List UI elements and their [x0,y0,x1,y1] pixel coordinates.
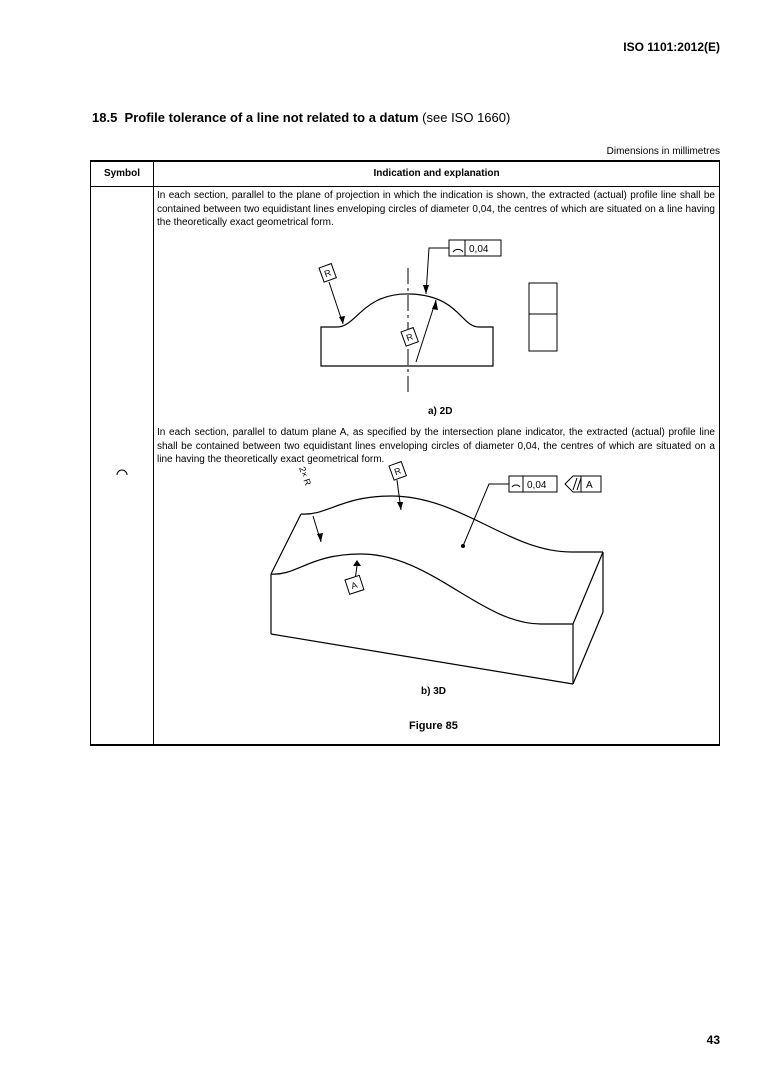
tolerance-value-3d: 0,04 [527,480,547,491]
radius-label-3d: R [392,465,403,478]
feature-control-leader-2d [426,248,449,294]
radius-label-2d-b: R [404,331,415,344]
column-header-symbol: Symbol [103,168,141,179]
units-note: Dimensions in millimetres [606,146,720,157]
tolerance-table [90,160,720,746]
block-top-front-edge [271,554,573,624]
caption-2d: a) 2D [428,406,453,417]
page-header: ISO 1101:2012(E) [623,40,720,54]
caption-3d: b) 3D [421,686,446,697]
section-number: 18.5 [92,110,118,125]
explanation-3d: In each section, parallel to datum plane A, as specified by the intersection plane indicator, the extracted (actual) profile line shall be contained between two equidistant lines enveloping circles of diameter 0,04, the centres of which are situated on a line having the theoretically exact geometrical form. [157,427,715,465]
datum-label: A [349,579,359,592]
radius-label-2d-a: R [322,267,333,280]
section-heading [92,110,510,125]
intersection-plane-indicator [565,476,601,492]
feature-control-leader-3d [463,484,509,546]
block-top-back-edge [301,496,603,552]
explanation-2d: In each section, parallel to the plane of projection in which the indication is shown, the extracted (actual) profile line shall be contained between two equidistant lines enveloping circles of diameter 0,04, the centres of which are situated on a line having the theoretically exact geometrical form. [157,190,715,228]
header-divider [91,186,719,187]
side-view [529,283,557,351]
column-divider [153,162,154,744]
profile-of-a-line-symbol [115,466,129,476]
column-header-indication: Indication and explanation [373,168,500,179]
figure-2d-drawing [251,238,551,398]
leader-radius-2 [416,300,436,362]
datum-reference-3d: A [586,480,593,491]
page-number: 43 [706,1033,720,1047]
section-title: Profile tolerance of a line not related to a datum [124,110,419,125]
section-reference: (see ISO 1660) [422,110,511,125]
figure-label: Figure 85 [409,720,458,732]
figure-3d-drawing [261,465,621,674]
multi-radius-label: 2× R [297,465,314,487]
tolerance-value-2d: 0,04 [469,244,489,255]
